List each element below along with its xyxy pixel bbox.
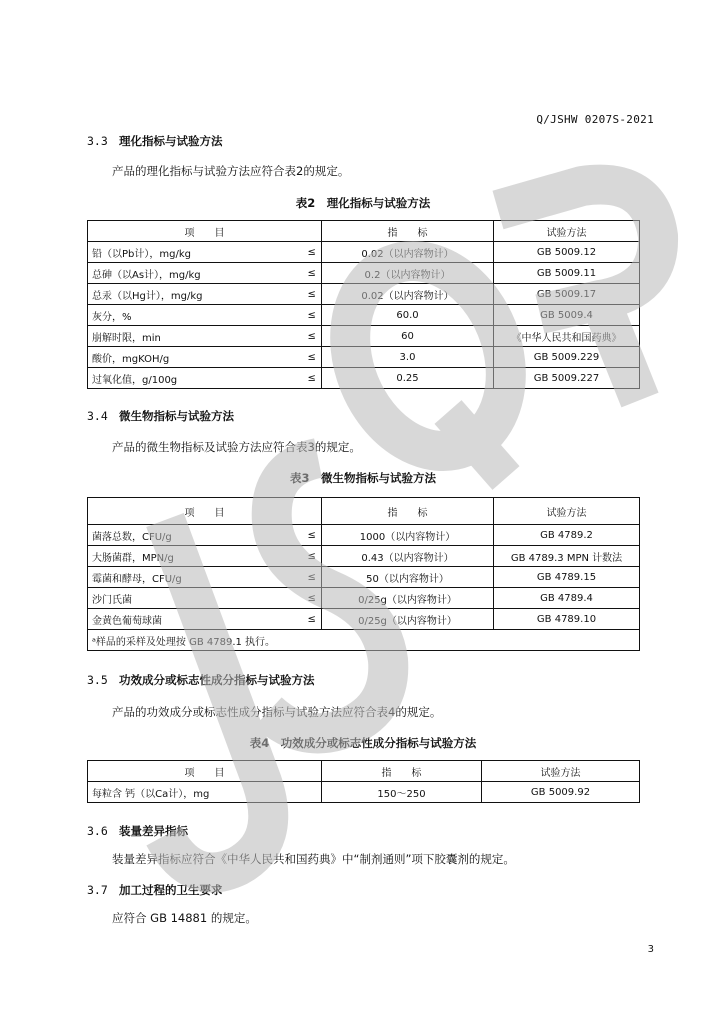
table-row bbox=[88, 588, 640, 609]
table3-caption: 表3 微生物指标与试验方法 bbox=[289, 471, 436, 485]
section-3-3-heading bbox=[87, 133, 223, 149]
section-number: 3.4 bbox=[87, 409, 108, 423]
cell-item: 总汞（以Hg计），mg/kg bbox=[88, 284, 304, 305]
cell-symbol: ≤ bbox=[304, 284, 322, 305]
section-3-4-heading bbox=[87, 408, 234, 424]
table-row bbox=[88, 368, 640, 389]
cell-method: GB 4789.10 bbox=[494, 609, 640, 630]
cell-symbol: ≤ bbox=[304, 525, 322, 546]
cell-symbol: ≤ bbox=[304, 242, 322, 263]
cell-value: 50（以内容物计） bbox=[322, 567, 494, 588]
cell-value: 0/25g（以内容物计） bbox=[322, 588, 494, 609]
section-3-6-paragraph: 装量差异指标应符合《中华人民共和国药典》中“制剂通则”项下胶囊剂的规定。 bbox=[112, 852, 515, 866]
table-row bbox=[88, 305, 640, 326]
watermark-letter-q-tail bbox=[448, 412, 506, 478]
section-number: 3.7 bbox=[87, 883, 108, 897]
cell-item: 菌落总数，CFU/g bbox=[88, 525, 304, 546]
section-title: 理化指标与试验方法 bbox=[119, 134, 223, 148]
cell-item: 崩解时限，min bbox=[88, 326, 304, 347]
table-row bbox=[88, 525, 640, 546]
cell-method: GB 5009.229 bbox=[494, 347, 640, 368]
cell-method: GB 4789.4 bbox=[494, 588, 640, 609]
table-header-row bbox=[88, 498, 640, 525]
cell-value: 1000（以内容物计） bbox=[322, 525, 494, 546]
table-row bbox=[88, 567, 640, 588]
cell-method: GB 5009.12 bbox=[494, 242, 640, 263]
table3 bbox=[87, 497, 640, 651]
section-3-5-heading bbox=[87, 672, 315, 688]
table4-caption: 表4 功效成分或标志性成分指标与试验方法 bbox=[249, 736, 477, 750]
cell-item: 铅（以Pb计），mg/kg bbox=[88, 242, 304, 263]
cell-symbol: ≤ bbox=[304, 263, 322, 284]
section-number: 3.6 bbox=[87, 824, 108, 838]
cell-item: 金黄色葡萄球菌 bbox=[88, 609, 304, 630]
cell-value: 0.02（以内容物计） bbox=[322, 284, 494, 305]
cell-item: 每粒含 钙（以Ca计），mg bbox=[88, 782, 322, 803]
cell-symbol: ≤ bbox=[304, 368, 322, 389]
section-title: 装量差异指标 bbox=[119, 824, 188, 838]
table-row bbox=[88, 284, 640, 305]
cell-method: GB 4789.3 MPN 计数法 bbox=[494, 546, 640, 567]
cell-symbol: ≤ bbox=[304, 305, 322, 326]
column-header-method: 试验方法 bbox=[494, 221, 640, 242]
cell-method: GB 5009.17 bbox=[494, 284, 640, 305]
table-row bbox=[88, 609, 640, 630]
cell-symbol: ≤ bbox=[304, 567, 322, 588]
column-header-item: 项 目 bbox=[88, 498, 322, 525]
cell-method: GB 4789.15 bbox=[494, 567, 640, 588]
table-row bbox=[88, 347, 640, 368]
table-note: ᵃ样品的采样及处理按 GB 4789.1 执行。 bbox=[88, 630, 640, 651]
cell-value: 0.2（以内容物计） bbox=[322, 263, 494, 284]
cell-value: 0/25g（以内容物计） bbox=[322, 609, 494, 630]
cell-method: 《中华人民共和国药典》 bbox=[494, 326, 640, 347]
section-3-4-paragraph: 产品的微生物指标及试验方法应符合表3的规定。 bbox=[112, 440, 361, 454]
cell-method: GB 4789.2 bbox=[494, 525, 640, 546]
column-header-item: 项 目 bbox=[88, 221, 322, 242]
table-row bbox=[88, 782, 640, 803]
column-header-item: 项 目 bbox=[88, 761, 322, 782]
cell-value: 60.0 bbox=[322, 305, 494, 326]
cell-item: 沙门氏菌 bbox=[88, 588, 304, 609]
section-3-7-heading bbox=[87, 882, 223, 898]
cell-value: 0.43（以内容物计） bbox=[322, 546, 494, 567]
column-header-value: 指 标 bbox=[322, 761, 482, 782]
cell-method: GB 5009.92 bbox=[482, 782, 640, 803]
section-title: 加工过程的卫生要求 bbox=[119, 883, 223, 897]
cell-symbol: ≤ bbox=[304, 546, 322, 567]
column-header-method: 试验方法 bbox=[494, 498, 640, 525]
table2 bbox=[87, 220, 640, 389]
cell-method: GB 5009.4 bbox=[494, 305, 640, 326]
cell-item: 过氧化值，g/100g bbox=[88, 368, 304, 389]
table-row bbox=[88, 326, 640, 347]
section-number: 3.3 bbox=[87, 134, 108, 148]
cell-item: 大肠菌群，MPN/g bbox=[88, 546, 304, 567]
table-note-row bbox=[88, 630, 640, 651]
cell-value: 150～250 bbox=[322, 782, 482, 803]
cell-symbol: ≤ bbox=[304, 326, 322, 347]
table2-caption: 表2 理化指标与试验方法 bbox=[295, 196, 431, 210]
table-row bbox=[88, 242, 640, 263]
cell-value: 0.02（以内容物计） bbox=[322, 242, 494, 263]
cell-symbol: ≤ bbox=[304, 609, 322, 630]
column-header-method: 试验方法 bbox=[482, 761, 640, 782]
section-3-3-paragraph: 产品的理化指标与试验方法应符合表2的规定。 bbox=[112, 164, 350, 178]
cell-method: GB 5009.11 bbox=[494, 263, 640, 284]
section-title: 微生物指标与试验方法 bbox=[119, 409, 234, 423]
table-header-row bbox=[88, 761, 640, 782]
section-3-6-heading bbox=[87, 823, 188, 839]
cell-value: 60 bbox=[322, 326, 494, 347]
table-row bbox=[88, 546, 640, 567]
cell-method: GB 5009.227 bbox=[494, 368, 640, 389]
table4 bbox=[87, 760, 640, 803]
section-number: 3.5 bbox=[87, 673, 108, 687]
table-header-row bbox=[88, 221, 640, 242]
cell-value: 3.0 bbox=[322, 347, 494, 368]
page-number: 3 bbox=[647, 944, 654, 955]
section-3-7-paragraph: 应符合 GB 14881 的规定。 bbox=[112, 911, 257, 925]
document-number: Q/JSHW 0207S-2021 bbox=[536, 113, 654, 126]
section-title: 功效成分或标志性成分指标与试验方法 bbox=[119, 673, 315, 687]
cell-value: 0.25 bbox=[322, 368, 494, 389]
section-3-5-paragraph: 产品的功效成分或标志性成分指标与试验方法应符合表4的规定。 bbox=[112, 705, 442, 719]
cell-item: 总砷（以As计），mg/kg bbox=[88, 263, 304, 284]
cell-item: 灰分，% bbox=[88, 305, 304, 326]
column-header-value: 指 标 bbox=[322, 221, 494, 242]
cell-item: 酸价，mgKOH/g bbox=[88, 347, 304, 368]
cell-symbol: ≤ bbox=[304, 347, 322, 368]
cell-symbol: ≤ bbox=[304, 588, 322, 609]
column-header-value: 指 标 bbox=[322, 498, 494, 525]
cell-item: 霉菌和酵母，CFU/g bbox=[88, 567, 304, 588]
table-row bbox=[88, 263, 640, 284]
